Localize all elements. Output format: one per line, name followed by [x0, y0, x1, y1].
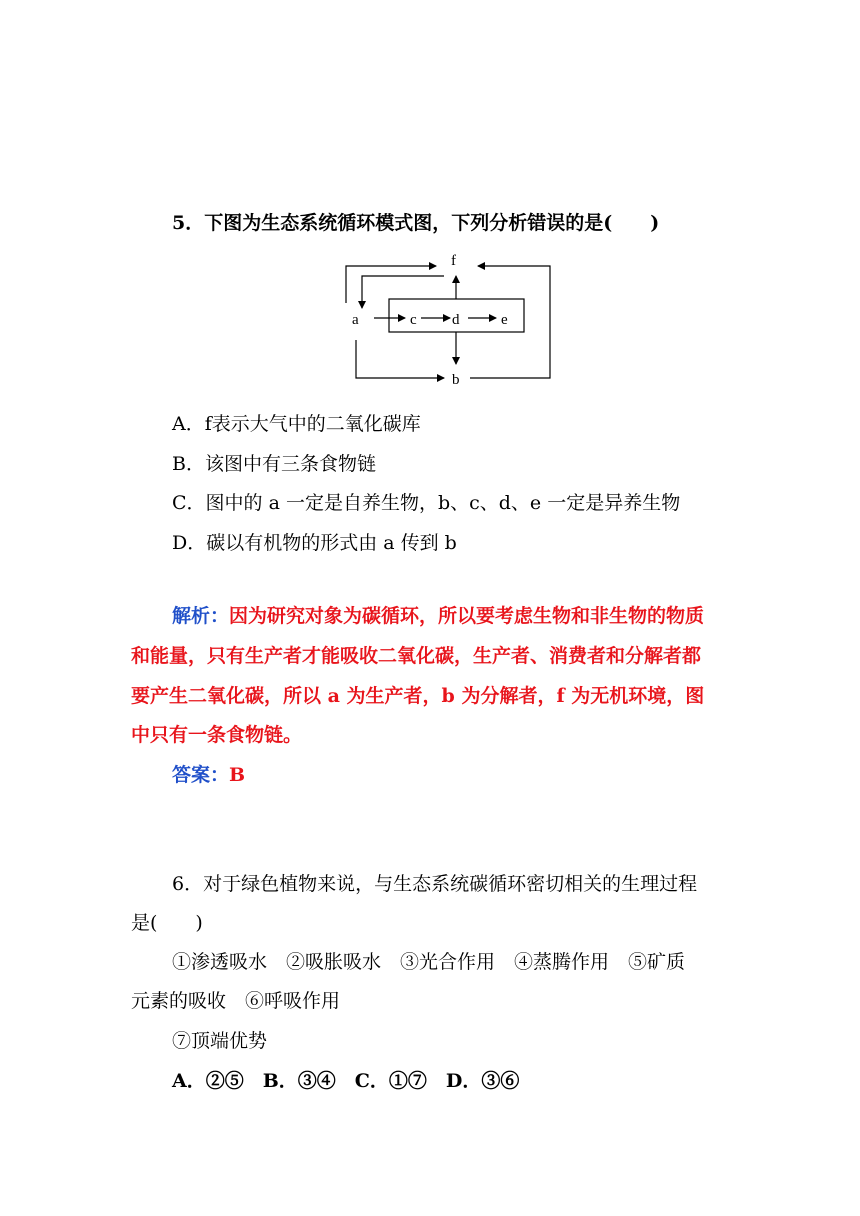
q5-option-c: C．图中的 a 一定是自养生物，b、c、d、e 一定是异养生物: [172, 492, 681, 514]
analysis-line-3: 要产生二氧化碳，所以 a 为生产者，b 为分解者，f 为无机环境，图: [131, 685, 705, 707]
q6-items-line-3: ⑦顶端优势: [172, 1030, 268, 1052]
q5-option-a: A．f表示大气中的二氧化碳库: [172, 413, 421, 435]
node-e: e: [501, 312, 508, 328]
q5-option-b: B．该图中有三条食物链: [172, 453, 376, 475]
node-a: a: [352, 312, 359, 328]
arrow-f-to-a: [362, 276, 444, 308]
q5-answer: [172, 762, 245, 788]
arrow-b-to-f: [470, 266, 550, 378]
answer-value: B: [229, 764, 246, 786]
arrow-a-to-b: [356, 340, 444, 378]
node-f: f: [451, 253, 456, 269]
q6-choices: A．②⑤ B．③④ C．①⑦ D．③⑥: [172, 1070, 520, 1092]
analysis-line-1: 因为研究对象为碳循环，所以要考虑生物和非生物的物质: [229, 605, 705, 627]
carbon-cycle-diagram: [0, 248, 860, 408]
analysis-line-4: 中只有一条食物链。: [131, 724, 303, 746]
q6-stem-line-1: 6．对于绿色植物来说，与生态系统碳循环密切相关的生理过程: [172, 873, 698, 895]
node-b: b: [452, 372, 460, 388]
q6-stem-line-2: 是( ): [131, 912, 203, 934]
node-c: c: [410, 312, 417, 328]
q5-option-d: D．碳以有机物的形式由 a 传到 b: [172, 532, 457, 554]
answer-label: 答案：: [172, 764, 230, 786]
q6-items-line-2: 元素的吸收 ⑥呼吸作用: [131, 990, 341, 1012]
node-d: d: [452, 312, 460, 328]
q6-items-line-1: ①渗透吸水 ②吸胀吸水 ③光合作用 ④蒸腾作用 ⑤矿质: [172, 951, 686, 973]
analysis-label: 解析：: [172, 605, 230, 627]
analysis-line-2: 和能量，只有生产者才能吸收二氧化碳，生产者、消费者和分解者都: [131, 645, 702, 667]
q5-stem: 5．下图为生态系统循环模式图，下列分析错误的是( ): [172, 212, 660, 234]
arrow-a-to-f: [346, 266, 436, 303]
